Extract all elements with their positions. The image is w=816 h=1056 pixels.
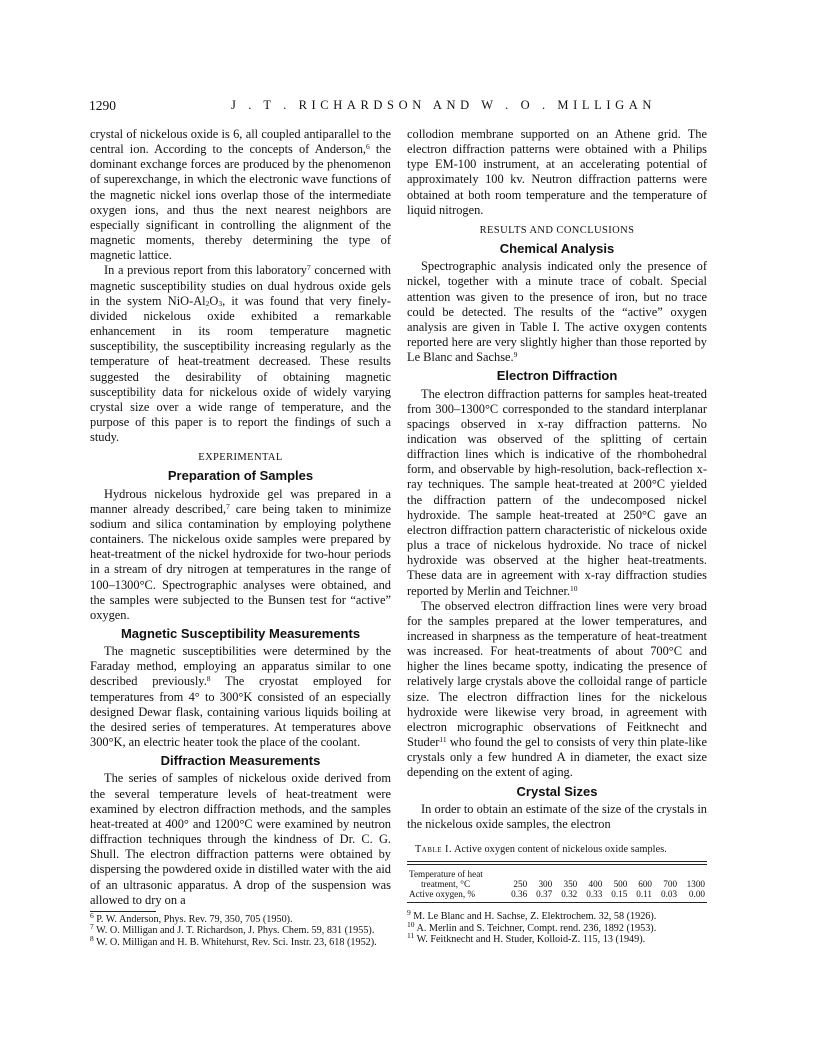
table-cell: 0.37 (536, 889, 553, 900)
subsection-heading-crystal: Crystal Sizes (516, 783, 598, 799)
reference-marker[interactable]: 8 (206, 674, 211, 684)
paragraph: The electron diffraction patterns for samples heat-treated from 300–1300°C corresponded to the standard interplanar spacings observed in x-ray diffraction patterns. No indication was observed of the splitting of certain diffraction lines which is indicative of the rhombohedral form, and observable by high-resolution, back-reflection x-ray techniques. The sample heat-treated at 200°C yielded the diffraction pattern of the undecomposed nickel hydroxide. The sample heat-treated at 250°C gave an electron diffraction pattern characteristic of nickelous oxide plus a trace of nickelous hydroxide. No trace of nickel hydroxide was observed at the higher heat-treatments. These data are in agreement with x-ray diffraction studies reported by Merlin and Teichner.$^{10}$ (407, 386, 707, 598)
footnote: $^6$ P. W. Anderson, Phys. Rev. 79, 350, 705 (1950). (90, 910, 293, 925)
table-rule-bottom (407, 902, 707, 903)
footnote: $^{10}$ A. Merlin and S. Teichner, Compt. rend. 236, 1892 (1953). (407, 919, 657, 934)
running-head (89, 98, 726, 114)
table-caption: Table I. Active oxygen content of nickelous oxide samples. (415, 844, 667, 856)
table-cell: 400 (588, 879, 603, 890)
footnote: $^{11}$ W. Feitknecht and H. Studer, Kolloid-Z. 115, 13 (1949). (407, 931, 646, 946)
left-column (90, 127, 391, 949)
section-heading-results: RESULTS AND CONCLUSIONS (479, 224, 635, 236)
footnotes (90, 910, 391, 949)
table-row (407, 869, 707, 889)
reference-marker[interactable]: 11 (439, 735, 447, 745)
row-header: Active oxygen, % (409, 889, 476, 900)
table-rule-top (407, 861, 707, 865)
table-cell: 0.36 (511, 889, 528, 900)
table-cell: 600 (638, 879, 652, 890)
footnote: $^8$ W. O. Milligan and H. B. Whitehurst, Rev. Sci. Instr. 23, 618 (1952). (90, 934, 377, 948)
reference-marker[interactable]: 10 (570, 583, 578, 593)
subsection-heading-electron: Electron Diffraction (496, 368, 618, 384)
paragraph: collodion membrane supported on an Athene grid. The electron diffraction patterns were obtained with a Philips type EM-100 instrument, at an accelerating potential of approximately 100 kv. Neutron diffraction patterns were obtained at both room temperature and the temperature of liquid nitrogen. (407, 127, 707, 217)
paragraph: Spectrographic analysis indicated only the presence of nickel, together with a minute trace of cobalt. Special attention was given to the presence of iron, but no trace could be detected. The results of the “active” oxygen analysis are given in Table I. The active oxygen contents reported here are very slightly higher than those reported by Le Blanc and Sachse.$^9$ (407, 259, 707, 365)
section-heading-experimental: EXPERIMENTAL (198, 452, 283, 464)
table-cell: 0.11 (636, 889, 652, 900)
table-row (407, 889, 707, 899)
reference-marker[interactable]: 9 (513, 350, 518, 360)
table-cell: 0.32 (561, 889, 578, 900)
subsection-heading-diffraction: Diffraction Measurements (160, 753, 321, 769)
reference-marker[interactable]: 7 (226, 501, 230, 511)
footnote: $^9$ M. Le Blanc and H. Sachse, Z. Elektrochem. 32, 58 (1926). (407, 908, 657, 923)
table-cell: 300 (538, 879, 553, 890)
row-header: Temperature of heat treatment, °C (409, 869, 483, 890)
table-cell: 250 (513, 879, 528, 890)
table-cell: 0.33 (586, 889, 603, 900)
table-cell: 0.03 (660, 889, 678, 900)
table-cell: 0.15 (611, 889, 628, 900)
paragraph: Hydrous nickelous hydroxide gel was prepared in a manner already described,$^7$ care being taken to minimize sodium and silica contamination by employing polythene containers. The nickelous oxide samples were prepared by heat-treatment of the nickel hydroxide for two-hour periods in a stream of dry nitrogen at temperatures in the range of 100–1300°C. Spectrographic analyses were obtained, and the samples were subjected to the Bunsen test for “active” oxygen. (90, 486, 391, 622)
paragraph: The observed electron diffraction lines were very broad for the samples prepared at the lower temperatures, and increased in sharpness as the temperature of heat-treatment was increased. For heat-treatments of about 700°C and higher the lines became spotty, indicating the presence of relatively large crystals above the colloidal range of particle size. The electron diffraction lines for the nickelous hydroxide were likewise very broad, in agreement with electron micrographic observations of Feitknecht and Studer$^{11}$ who found the gel to consists of very thin plate-like crystals only a few hundred A in diameter, the exact size depending on the extent of aging. (407, 598, 707, 780)
subsection-heading-chemical: Chemical Analysis (499, 241, 615, 257)
table-cell: 700 (663, 879, 678, 890)
data-table (407, 869, 707, 899)
paragraph: In order to obtain an estimate of the size of the crystals in the nickelous oxide samples, the electron (407, 801, 707, 831)
table-cell: 0.00 (688, 889, 705, 900)
footnotes (407, 908, 707, 946)
subsection-heading-magnetic: Magnetic Susceptibility Measurements (120, 626, 361, 641)
footnote: $^7$ W. O. Milligan and J. T. Richardson, J. Phys. Chem. 59, 831 (1955). (90, 922, 375, 937)
subsection-heading-preparation: Preparation of Samples (167, 468, 314, 484)
table-cell: 350 (563, 879, 578, 890)
reference-marker[interactable]: 7 (306, 263, 311, 273)
reference-marker[interactable]: 6 (365, 142, 370, 152)
paragraph: In a previous report from this laboratory$^7$ concerned with magnetic susceptibility studies on dual hydrous oxide gels in the system NiO-$Al_2O_3$, it was found that very finely-divided nickelous oxide exhibited a remarkable enhancement in its room temperature magnetic susceptibility, the susceptibility increasing regularly as the temperature of heat-treatment decreased. These results suggested the desirability of obtaining magnetic susceptibility data for nickelous oxide of widely varying crystal size over a wide range of temperature, and the purpose of this paper is to report the findings of such a study. (90, 263, 391, 445)
table-cell: 500 (613, 879, 628, 890)
footnote-divider (90, 911, 156, 912)
paragraph: The series of samples of nickelous oxide derived from the several temperature levels of heat-treatment were examined by electron diffraction methods, and the samples heat-treated at 400° and 1200°C were examined by neutron diffraction techniques through the kindness of Dr. C. G. Shull. The electron diffraction patterns were obtained by dispersing the powdered oxide in distilled water with the aid of an ultrasonic apparatus. A drop of the suspension was allowed to dry on a (90, 771, 391, 907)
paragraph: crystal of nickelous oxide is 6, all coupled antiparallel to the central ion. According to the concepts of Anderson,$^6$ the dominant exchange forces are produced by the phenomenon of superexchange, in which the electronic wave functions of the magnetic nickel ions overlap those of the intermediate oxygen ions, and thus the next nearest neighbors are especially significant in controlling the alignment of the magnetic moments, thereby determining the type of magnetic lattice. (90, 127, 391, 263)
running-title: J . T . RICHARDSON AND W . O . MILLIGAN (231, 98, 657, 112)
table-cell: 1300 (686, 879, 705, 890)
paragraph: The magnetic susceptibilities were determined by the Faraday method, employing an apparatus similar to one described previously.$^8$ The cryostat employed for temperatures from 4° to 300°K consisted of an especially designed Dewar flask, containing various liquids boiling at the desired series of temperatures. At temperatures above 300°K, an electric heater took the place of the coolant. (90, 644, 391, 750)
right-column (407, 127, 707, 946)
page-number: 1290 (89, 98, 116, 113)
